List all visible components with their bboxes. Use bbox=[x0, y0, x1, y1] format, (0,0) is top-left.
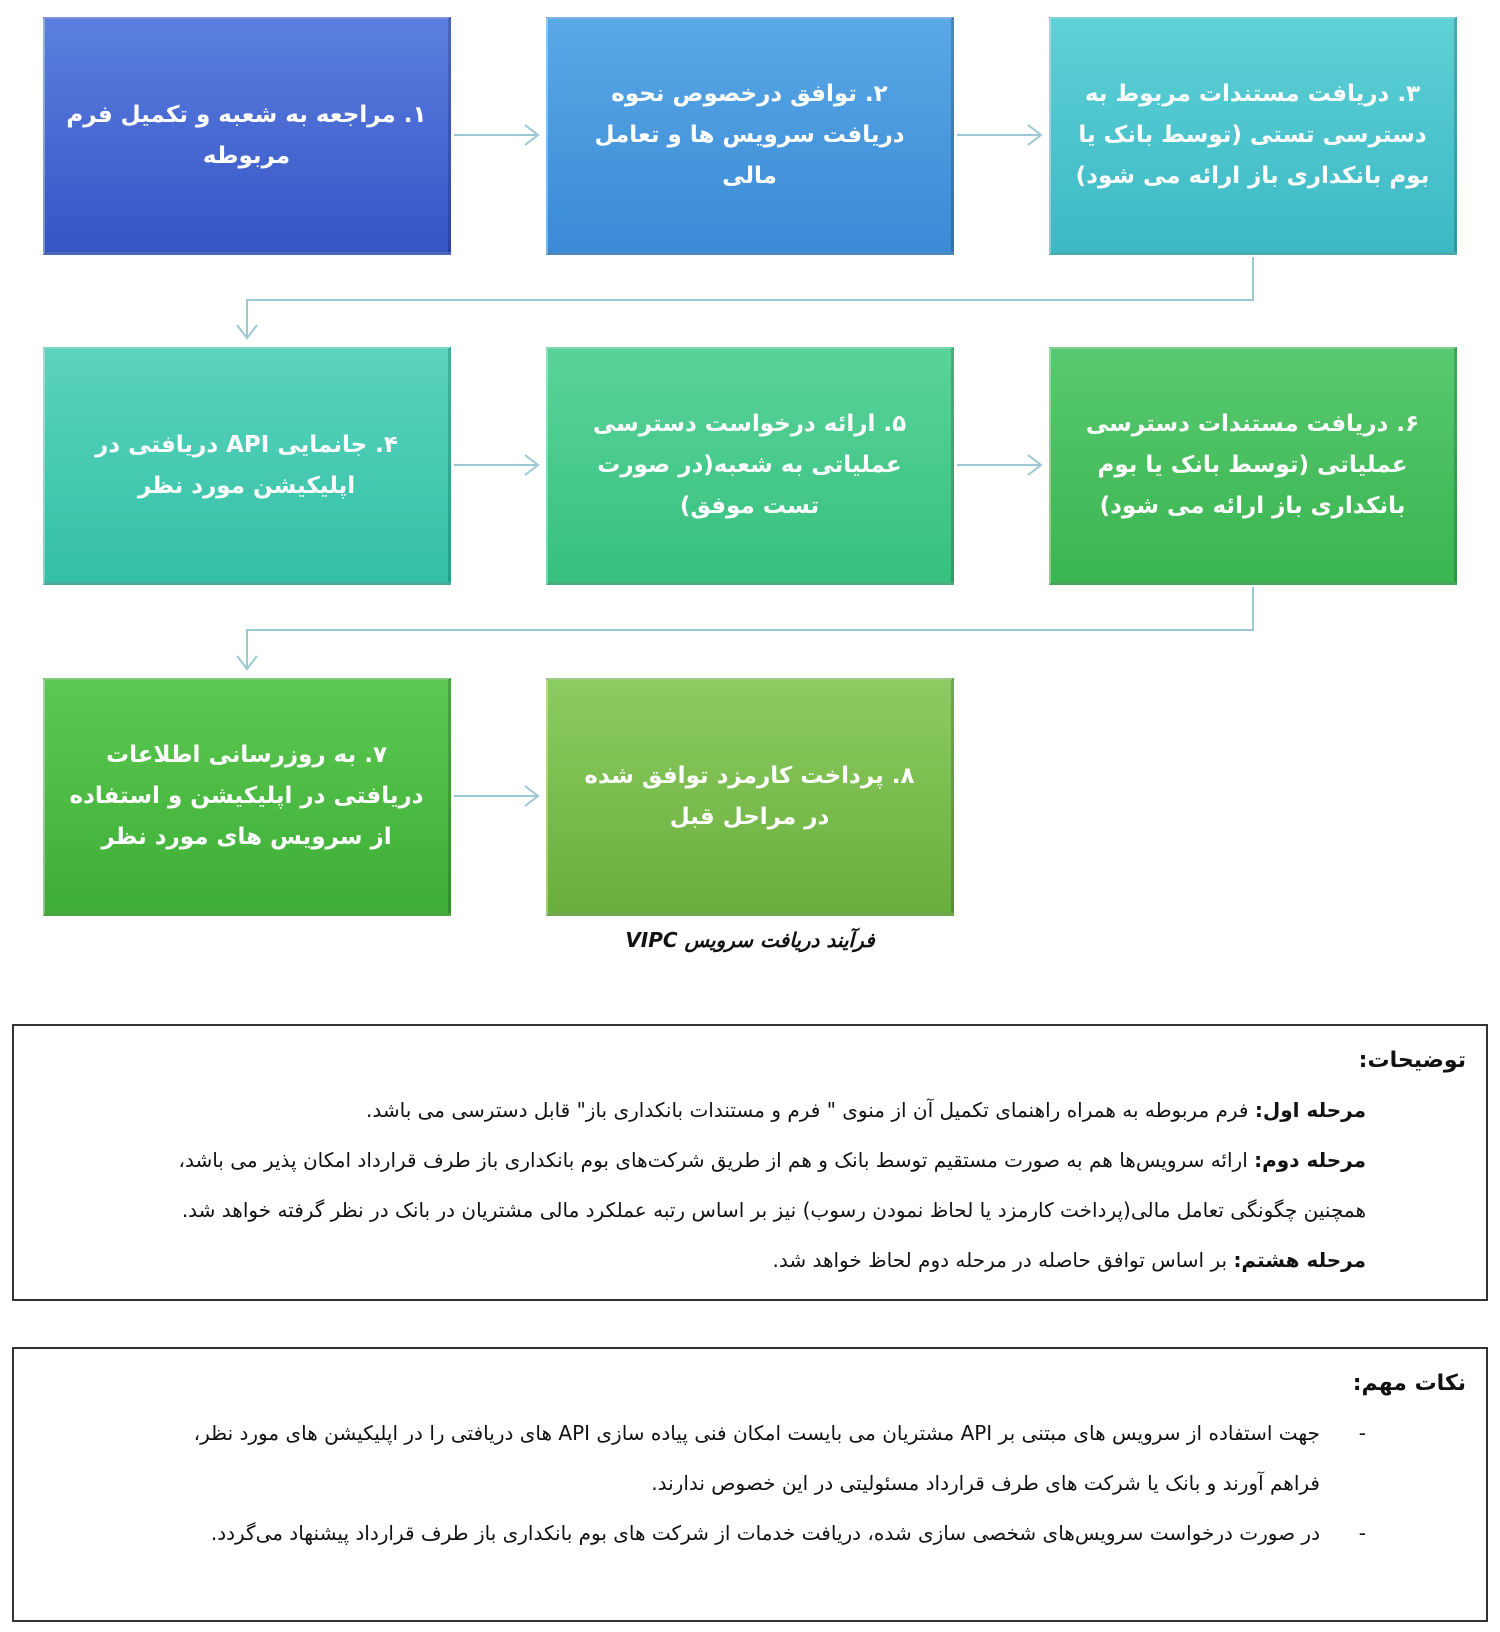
description-stage-1 bbox=[366, 1098, 1366, 1122]
arrow-6-to-7 bbox=[247, 587, 1253, 669]
arrow-3-to-4 bbox=[247, 257, 1253, 338]
step-1-box bbox=[43, 17, 451, 255]
step-8-box bbox=[546, 678, 954, 916]
descriptions-title: توضیحات: bbox=[1358, 1048, 1466, 1073]
note-2-bullet: - bbox=[1358, 1521, 1366, 1545]
description-stage-8-text: بر اساس توافق حاصله در مرحله دوم لحاظ خواهد شد. bbox=[772, 1248, 1234, 1272]
description-stage-2-continued bbox=[182, 1198, 1366, 1222]
step-4-text: ۴. جانمایی API دریافتی در اپلیکیشن مورد نظر bbox=[95, 431, 398, 499]
description-stage-8 bbox=[772, 1248, 1366, 1272]
description-stage-2-text: ارائه سرویس‌ها هم به صورت مستقیم توسط بانک و هم از طریق شرکت‌های بوم بانکداری باز طرف قرارداد امکان پذیر می باشد، bbox=[178, 1148, 1255, 1172]
description-stage-1-label: مرحله اول: bbox=[1254, 1098, 1366, 1122]
description-stage-2 bbox=[178, 1148, 1366, 1172]
step-5-box bbox=[546, 347, 954, 585]
step-6-box bbox=[1049, 347, 1457, 585]
note-2-text: در صورت درخواست سرویس‌های شخصی سازی شده، دریافت خدمات از شرکت های بوم بانکداری باز طرف قرارداد پیشنهاد می‌گردد. bbox=[210, 1521, 1320, 1545]
notes-panel bbox=[12, 1347, 1488, 1622]
step-3-box bbox=[1049, 17, 1457, 255]
step-7-text: ۷. به روزرسانی اطلاعات دریافتی در اپلیکیشن و استفاده از سرویس های مورد نظر bbox=[69, 742, 424, 850]
note-1-continued-text: فراهم آورند و بانک یا شرکت های طرف قرارداد مسئولیتی در این خصوص ندارند. bbox=[651, 1471, 1320, 1495]
description-stage-8-label: مرحله هشتم: bbox=[1233, 1248, 1366, 1272]
step-6-text: ۶. دریافت مستندات دسترسی عملیاتی (توسط بانک یا بوم بانکداری باز ارائه می شود) bbox=[1085, 411, 1420, 519]
step-1-text: ۱. مراجعه به شعبه و تکمیل فرم مربوطه bbox=[66, 101, 427, 169]
step-3-text: ۳. دریافت مستندات مربوط به دسترسی تستی (توسط بانک یا بوم بانکداری باز ارائه می شود) bbox=[1075, 81, 1430, 189]
description-stage-1-text: فرم مربوطه به همراه راهنمای تکمیل آن از منوی " فرم و مستندات بانکداری باز" قابل دسترسی می باشد. bbox=[365, 1098, 1255, 1122]
step-8-text: ۸. پرداخت کارمزد توافق شده در مراحل قبل bbox=[584, 762, 915, 830]
note-1-bullet: - bbox=[1358, 1421, 1366, 1445]
description-stage-2-continued-text: همچنین چگونگی تعامل مالی(پرداخت کارمزد یا لحاظ نمودن رسوب) نیز بر اساس رتبه عملکرد مالی مشتریان در بانک در نظر گرفته خواهد شد. bbox=[181, 1198, 1366, 1222]
description-stage-2-label: مرحله دوم: bbox=[1254, 1148, 1366, 1172]
step-2-box bbox=[546, 17, 954, 255]
note-1-text: جهت استفاده از سرویس های مبتنی بر API مشتریان می بایست امکان فنی پیاده سازی API های دریافتی را در اپلیکیشن های مورد نظر، bbox=[193, 1421, 1320, 1445]
notes-title: نکات مهم: bbox=[1352, 1371, 1466, 1396]
step-7-box bbox=[43, 678, 451, 916]
step-5-text: ۵. ارائه درخواست دسترسی عملیاتی به شعبه(در صورت تست موفق) bbox=[592, 411, 907, 519]
diagram-caption: فرآیند دریافت سرویس VIPC bbox=[625, 928, 875, 952]
descriptions-panel bbox=[12, 1024, 1488, 1301]
step-2-text: ۲. توافق درخصوص نحوه دریافت سرویس ها و تعامل مالی bbox=[594, 81, 905, 189]
step-4-box bbox=[43, 347, 451, 585]
